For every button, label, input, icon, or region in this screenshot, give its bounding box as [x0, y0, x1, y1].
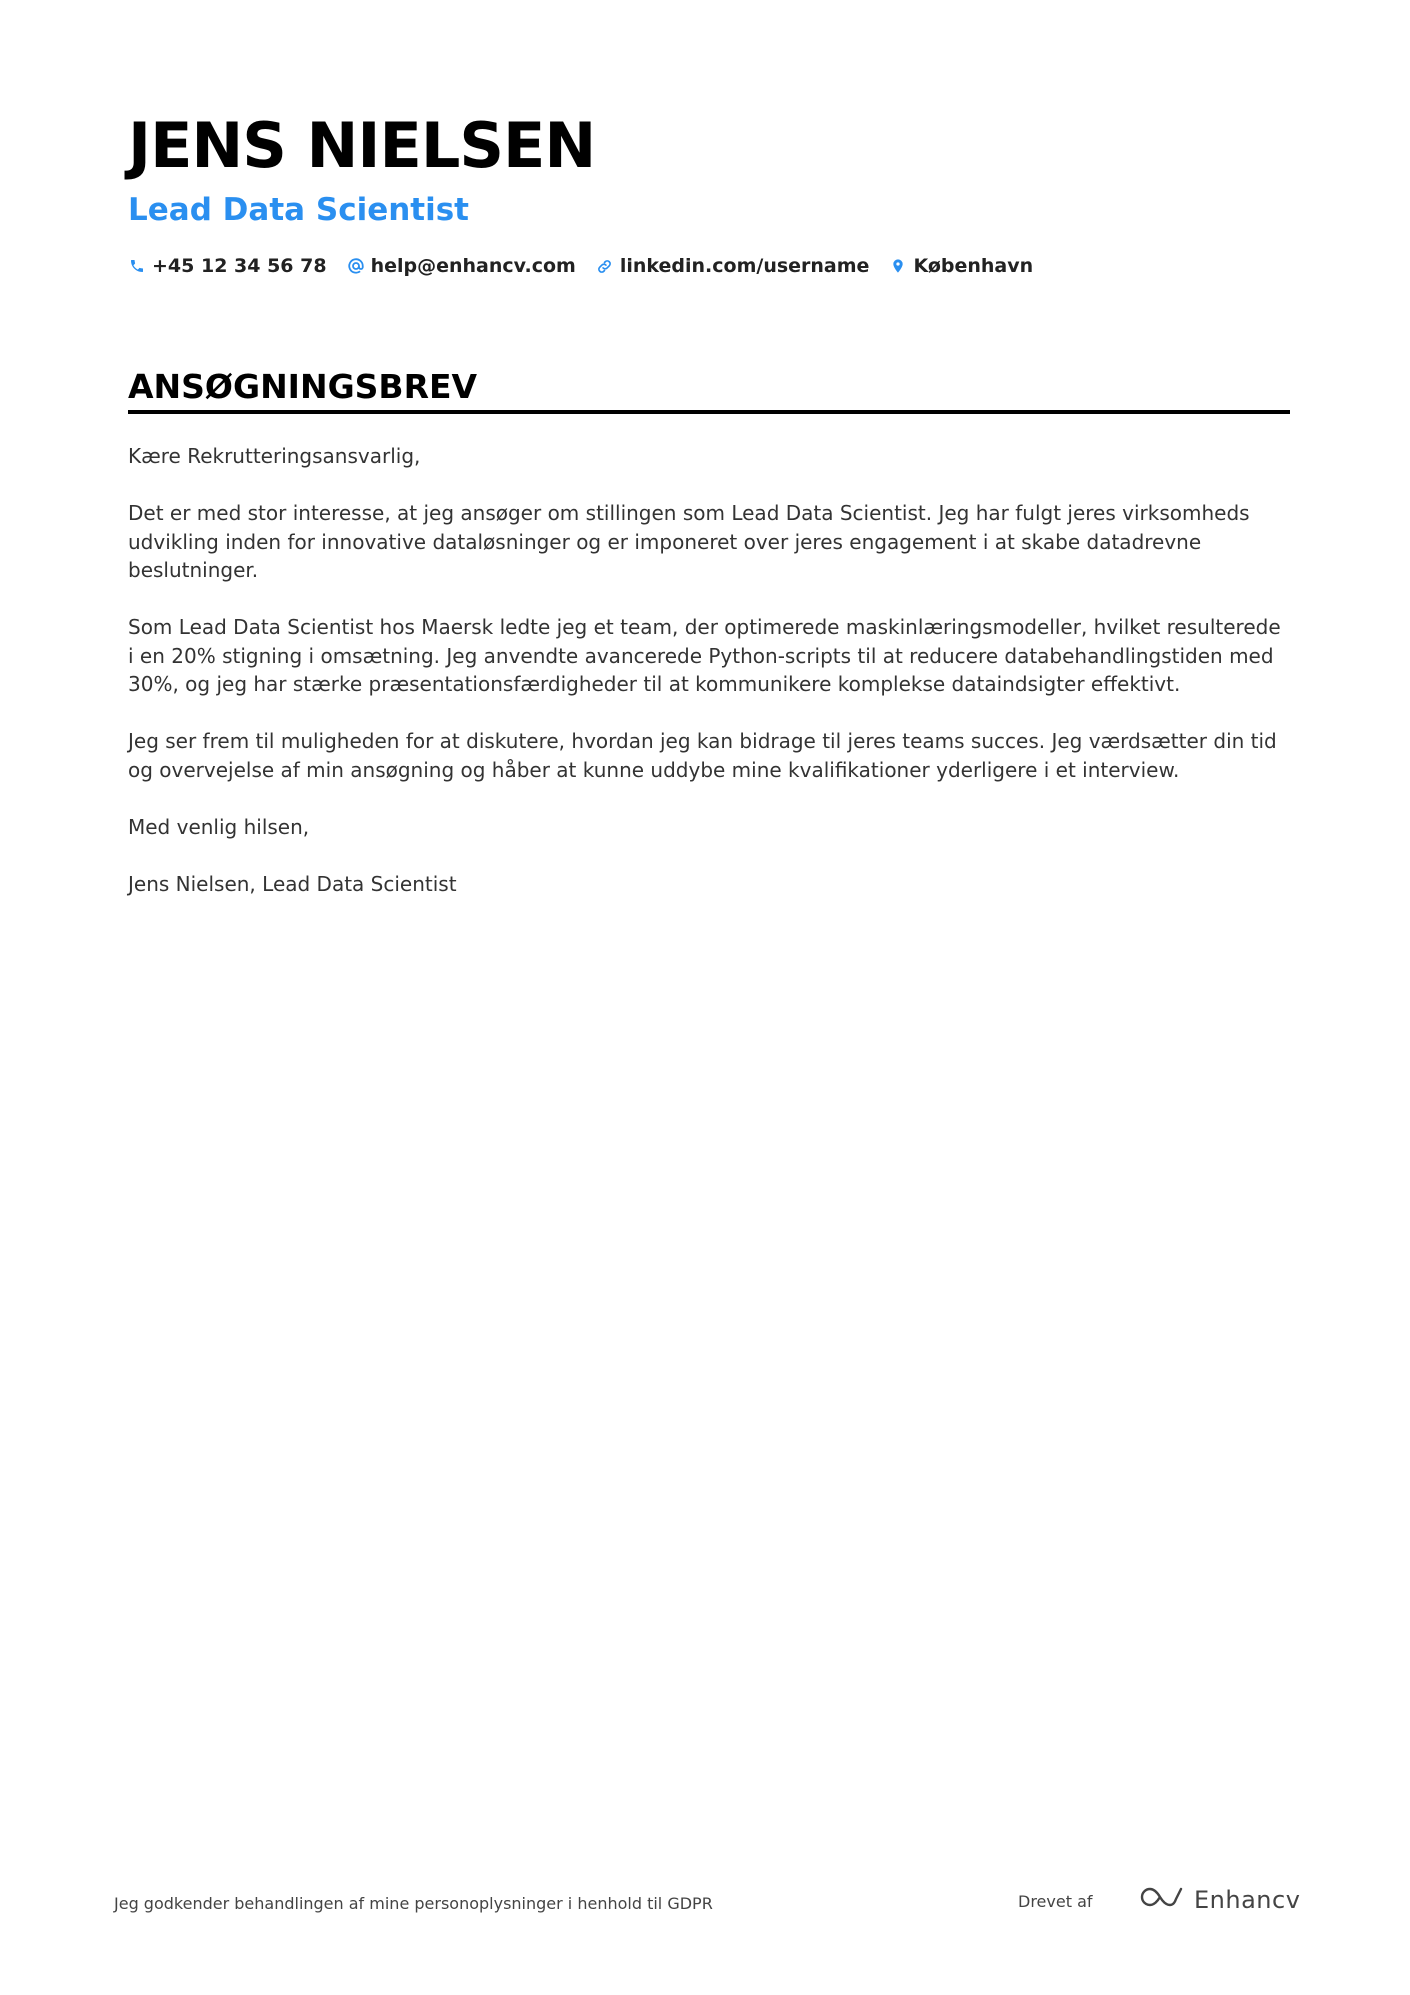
letter-closing: Med venlig hilsen, [128, 814, 310, 839]
location-pin-icon [889, 257, 907, 275]
brand-name: Enhancv [1194, 1885, 1301, 1914]
letter-paragraph: Det er med stor interesse, at jeg ansøger om stillingen som Lead Data Scientist. Jeg har fulgt jeres virksomheds udvikling inden for innovative dataløsninger og er imponeret over jeres engagement i at skabe datadrevne beslutninger. [128, 501, 1250, 582]
letter-salutation: Kære Rekrutteringsansvarlig, [128, 444, 421, 468]
gdpr-consent-text: Jeg godkender behandlingen af mine personoplysninger i henhold til GDPR [114, 1894, 713, 1913]
letter-paragraph: Jeg ser frem til muligheden for at diskutere, hvordan jeg kan bidrage til jeres teams succes. Jeg værdsætter din tid og overvejelse af min ansøgning og håber at kunne uddybe mine kvalifikationer yderligere i et interview. [128, 729, 1277, 782]
contact-linkedin-text: linkedin.com/username [619, 255, 870, 277]
phone-icon [128, 257, 146, 275]
letter-paragraph: Som Lead Data Scientist hos Maersk ledte jeg et team, der optimerede maskinlæringsmodeller, hvilket resulterede i en 20% stigning i omsætning. Jeg anvendte avancerede Python-scripts til at reducere databehandlingstiden med 30%, og jeg har stærke præsentationsfærdigheder til at kommunikere komplekse dataindsigter effektivt. [128, 615, 1281, 696]
powered-by-label: Drevet af [1018, 1892, 1093, 1911]
section-heading: ANSØGNINGSBREV [128, 367, 478, 406]
contact-email-text: help@enhancv.com [370, 255, 576, 277]
section-divider [128, 410, 1290, 414]
at-icon [347, 257, 365, 275]
contact-location-text: København [913, 255, 1034, 277]
letter-body [128, 442, 1290, 927]
enhancv-brand[interactable] [1138, 1884, 1300, 1915]
contact-email[interactable] [347, 254, 576, 278]
contact-linkedin[interactable] [596, 254, 870, 278]
enhancv-logo-icon [1138, 1884, 1184, 1915]
letter-signature: Jens Nielsen, Lead Data Scientist [128, 871, 457, 896]
applicant-name: JENS NIELSEN [128, 109, 596, 182]
contact-location [889, 254, 1033, 278]
contact-row [128, 254, 1033, 278]
link-icon [596, 257, 614, 275]
footer [0, 1880, 1410, 1930]
contact-phone[interactable] [128, 254, 327, 278]
applicant-title: Lead Data Scientist [128, 192, 469, 228]
contact-phone-text: +45 12 34 56 78 [152, 255, 327, 277]
